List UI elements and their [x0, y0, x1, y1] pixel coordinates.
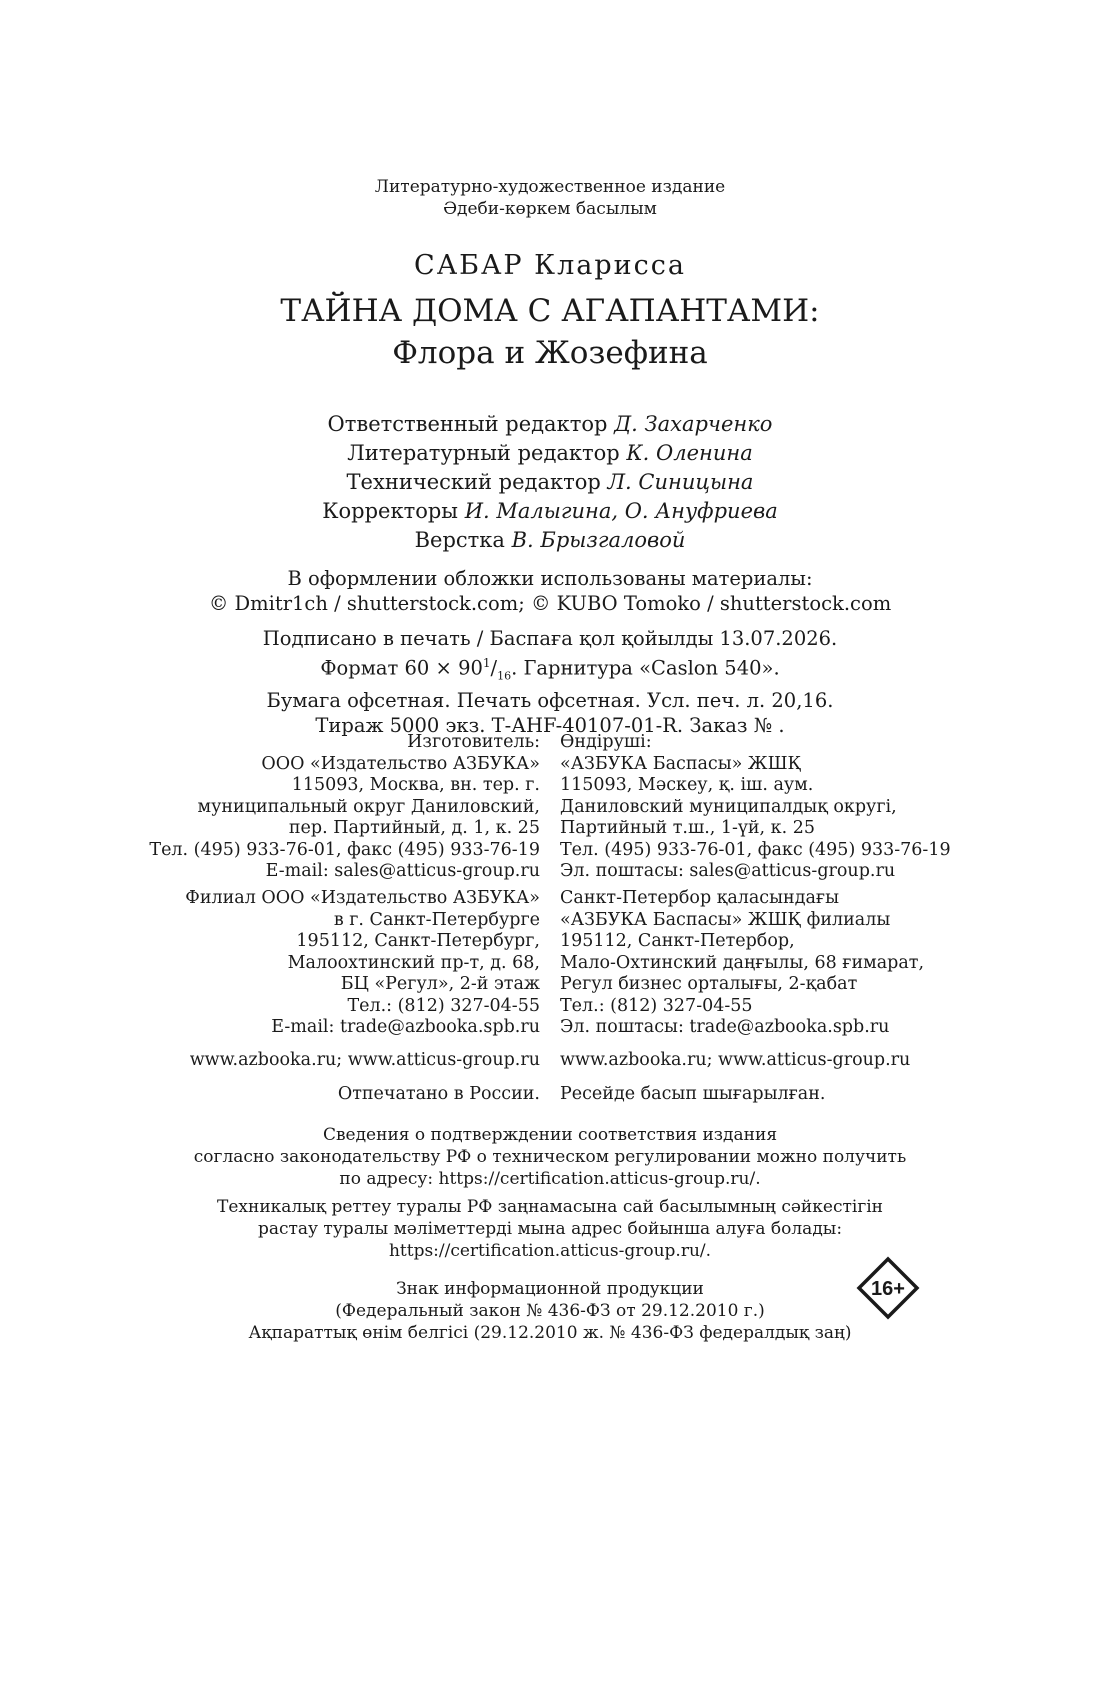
print-run: Тираж 5000 экз. Т-АНF-40107-01-R. Заказ № .: [315, 714, 785, 738]
certification-kz: Техникалық реттеу туралы РФ заңнамасына сай басылымның сәйкестігін растау туралы мәліметтерді мына адрес бойынша алуға болады: https://certification.atticus-group.ru/.: [217, 1197, 883, 1261]
websites-kz: www.azbooka.ru; www.atticus-group.ru: [560, 1050, 911, 1070]
info-product-mark: Знак информационной продукции (Федеральный закон № 436-ФЗ от 29.12.2010 г.) Ақпараттық өнім белгісі (29.12.2010 ж. № 436-ФЗ федералдық заң): [248, 1279, 852, 1343]
credit-line: Корректоры И. Малыгина, О. Ануфриева: [322, 499, 778, 523]
printed-in-ru: Отпечатано в России.: [337, 1084, 540, 1104]
credit-line: Ответственный редактор Д. Захарченко: [327, 412, 773, 436]
age-rating-label: 16+: [871, 1278, 905, 1300]
certification-ru: Сведения о подтверждении соответствия издания согласно законодательству РФ о техническом регулировании можно получить по адресу: https://certification.atticus-group.ru/.: [193, 1125, 907, 1189]
credit-line: Литературный редактор К. Оленина: [347, 441, 753, 465]
edition-type-ru: Литературно-художественное издание: [374, 177, 726, 197]
branch-kz: Санкт-Петербор қаласындағы «АЗБУКА Баспасы» ЖШҚ филиалы 195112, Санкт-Петербор, Мало-Охтинский даңғылы, 68 ғимарат, Регул бизнес орталығы, 2-қабат Тел.: (812) 327-04-55 Эл. поштасы: trade@azbooka.spb.ru: [560, 888, 925, 1037]
print-signed: Подписано в печать / Баспаға қол қойылды 13.07.2026.: [262, 627, 838, 650]
branch-ru: Филиал ООО «Издательство АЗБУКА» в г. Санкт-Петербурге 195112, Санкт-Петербург, Малоохтинский пр-т, д. 68, БЦ «Регул», 2-й этаж Тел.: (812) 327-04-55 E-mail: trade@azbooka.spb.ru: [185, 888, 540, 1037]
print-info: [0, 626, 1100, 738]
book-author: САБАР Кларисса: [414, 250, 686, 281]
book-title-line1: ТАЙНА ДОМА С АГАПАНТАМИ:: [280, 293, 820, 329]
print-format: Формат $60 \times 90^1/_{16}$. Гарнитура «Caslon 540».: [320, 656, 780, 683]
age-rating-badge: [856, 1256, 920, 1320]
print-paper: Бумага офсетная. Печать офсетная. Усл. печ. л. 20,16.: [266, 689, 834, 713]
printed-in-kz: Ресейде басып шығарылған.: [560, 1084, 826, 1104]
manufacturer-ru: Изготовитель: ООО «Издательство АЗБУКА» 115093, Москва, вн. тер. г. муниципальный округ Даниловский, пер. Партийный, д. 1, к. 25 Тел. (495) 933-76-01, факс (495) 933-76-19 E-mail: sales@atticus-group.ru: [149, 732, 540, 881]
credit-line: Технический редактор Л. Синицына: [346, 470, 754, 494]
edition-type-kz: Әдеби-көркем басылым: [443, 199, 657, 219]
cover-credits-line2: © Dmitr1ch / shutterstock.com; © KUBO Tomoko / shutterstock.com: [208, 592, 892, 615]
websites-ru: www.azbooka.ru; www.atticus-group.ru: [189, 1050, 540, 1070]
edition-type: [0, 176, 1100, 220]
manufacturer-kz: Өндіруші: «АЗБУКА Баспасы» ЖШҚ 115093, Мәскеу, қ. іш. аум. Даниловский муниципалдық округі, Партийный т.ш., 1-үй, к. 25 Тел. (495) 933-76-01, факс (495) 933-76-19 Эл. поштасы: sales@atticus-group.ru: [560, 732, 951, 881]
credit-line: Верстка В. Брызгаловой: [414, 528, 686, 552]
book-title: [0, 290, 1100, 374]
book-title-line2: Флора и Жозефина: [392, 335, 708, 371]
cover-credits-line1: В оформлении обложки использованы материалы:: [287, 567, 813, 590]
cover-credits: [0, 566, 1100, 616]
credits: [0, 410, 1100, 555]
